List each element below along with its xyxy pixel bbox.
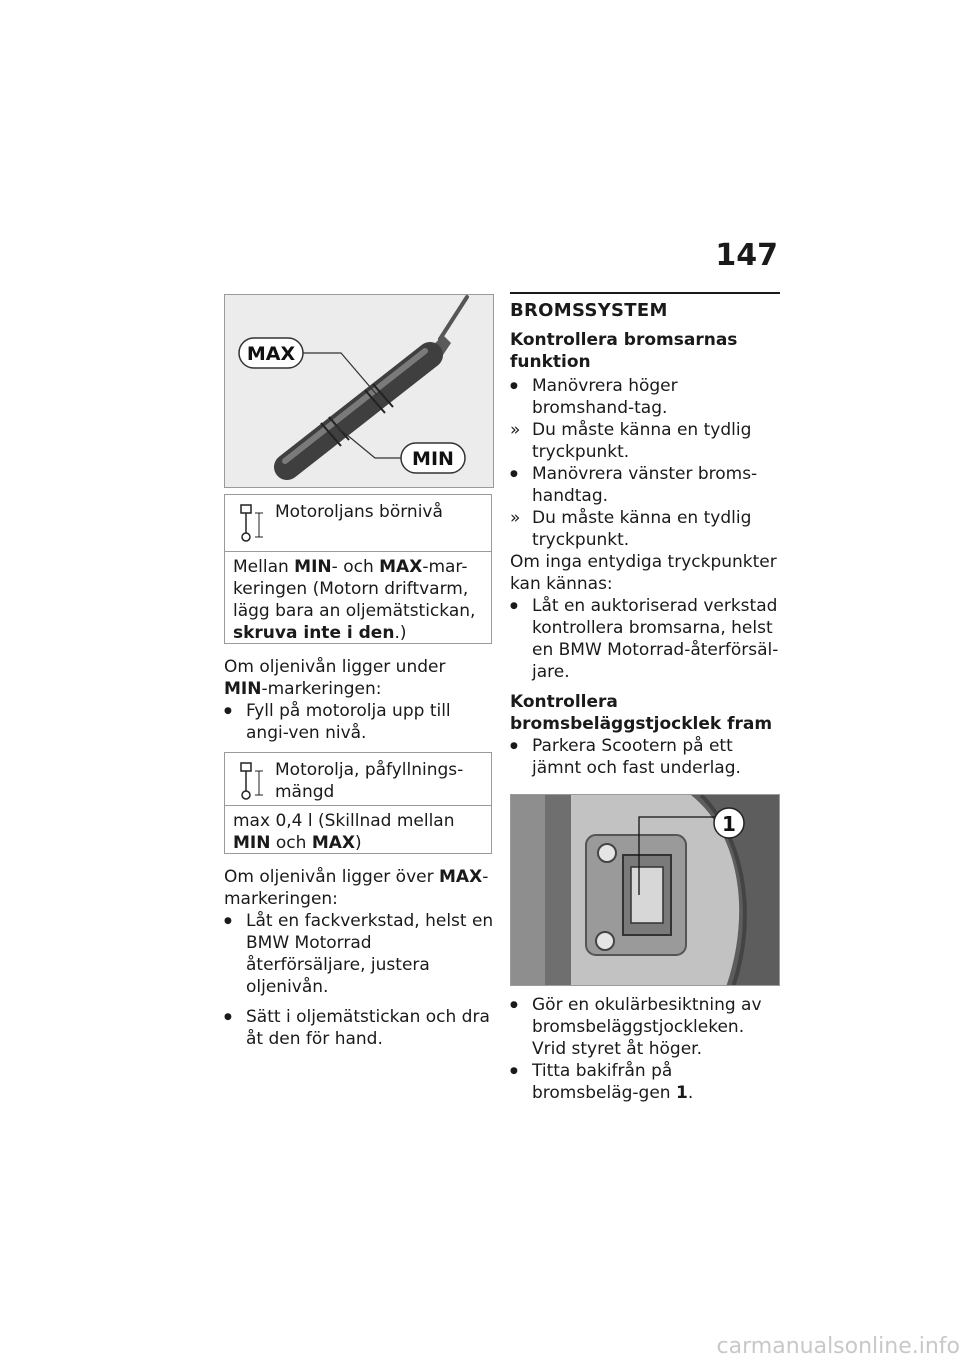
left-column-flow-2 [224, 866, 494, 1050]
check-list-2 [510, 735, 780, 779]
paragraph [224, 866, 494, 910]
bullet-item: ● Manövrera höger bromshand-tag. [510, 375, 780, 419]
text: Om oljenivån ligger under [224, 657, 446, 677]
right-column-flow-2 [510, 994, 780, 1104]
text: . [687, 1083, 694, 1103]
left-column-flow [224, 656, 494, 744]
subsection-title: Kontrollera bromsarnas funktion [510, 330, 738, 372]
spec-box-body [225, 552, 491, 650]
spec-bold: skruva inte i den [233, 623, 395, 643]
bold-text: MAX [439, 867, 483, 887]
spec-text: .) [394, 623, 407, 643]
text: Om oljenivån ligger över [224, 867, 439, 887]
bullet-item: ● Låt en auktoriserad verkstad kontrollera bromsarna, helst en BMW Motorrad-återförsäl-jare. [510, 595, 780, 683]
oil-dipstick-icon [237, 503, 267, 547]
dipstick-figure [224, 294, 494, 488]
spec-bold: MIN [233, 833, 271, 853]
spec-text: Mellan [233, 557, 295, 577]
paragraph [224, 656, 494, 700]
page-number: 147 [715, 238, 778, 273]
spacer [224, 998, 494, 1006]
dipstick-illustration [225, 295, 494, 488]
bullet-item: ● Fyll på motorolja upp till angi-ven nivå. [224, 700, 494, 744]
min-label: MIN [412, 448, 454, 470]
bullet-item: ● Manövrera vänster broms-handtag. [510, 463, 780, 507]
spec-box-oil-level [224, 494, 492, 644]
spec-box-oil-quantity [224, 752, 492, 854]
brake-pad-figure [510, 794, 780, 986]
spec-bold: MIN [294, 557, 332, 577]
spec-box-body [225, 806, 491, 860]
callout-1-label: 1 [722, 812, 736, 836]
section-title: BROMSSYSTEM [510, 300, 668, 321]
spec-text: max 0,4 l (Skillnad mellan [233, 811, 455, 831]
spec-box-title: Motorolja, påfyllnings-mängd [275, 760, 464, 802]
spec-text: - och [331, 557, 380, 577]
spec-box-header [225, 495, 491, 552]
section-rule [510, 292, 780, 294]
spec-box-header [225, 753, 491, 806]
bullet-item: ● Gör en okulärbesiktning av bromsbeläggstjockleken. Vrid styret åt höger. [510, 994, 780, 1060]
subsection-title: Kontrollera bromsbeläggstjocklek fram [510, 692, 773, 734]
bullet-item: ● Sätt i oljemätstickan och dra åt den för hand. [224, 1006, 494, 1050]
bullet-item: ● Parkera Scootern på ett jämnt och fast underlag. [510, 735, 780, 779]
result-item: » Du måste känna en tydlig tryckpunkt. [510, 419, 780, 463]
watermark-link[interactable]: carmanualsonline.info [716, 1334, 960, 1359]
bullet-item [510, 1060, 780, 1104]
spec-box-title: Motoroljans börnivå [275, 502, 443, 522]
bold-text: MIN [224, 679, 262, 699]
spec-bold: MAX [311, 833, 356, 853]
max-label: MAX [246, 343, 296, 365]
bold-text: 1 [675, 1083, 688, 1103]
spec-text: ) [355, 833, 362, 853]
text: -markeringen: [261, 679, 382, 699]
right-column [510, 292, 780, 779]
oil-dipstick-icon [237, 761, 267, 805]
result-item: » Du måste känna en tydlig tryckpunkt. [510, 507, 780, 551]
spec-text: -mar-keringen (Motorn driftvarm, lägg bara an oljemätstickan, [233, 557, 476, 621]
brake-caliper-illustration [511, 795, 780, 986]
spec-bold: MAX [379, 557, 423, 577]
text: Titta bakifrån på bromsbeläg-gen [532, 1061, 676, 1103]
paragraph: Om inga entydiga tryckpunkter kan kännas: [510, 552, 777, 594]
check-list [510, 375, 780, 683]
text: -markeringen: [224, 867, 489, 909]
spec-text: och [270, 833, 312, 853]
bullet-item: ● Låt en fackverkstad, helst en BMW Motorrad återförsäljare, justera oljenivån. [224, 910, 494, 998]
